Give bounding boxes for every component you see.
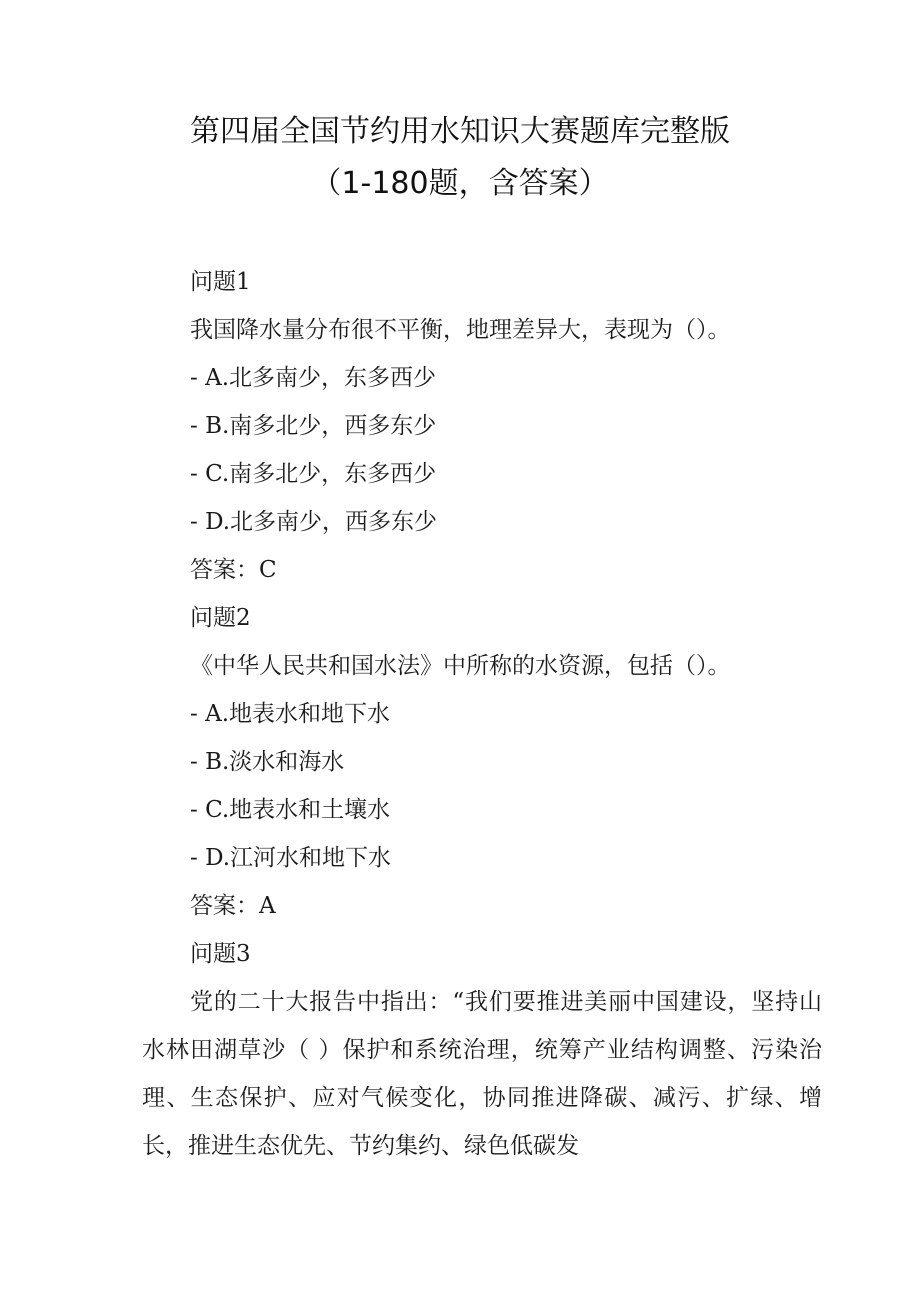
title-line-1: 第四届全国节约用水知识大赛题库完整版 [190,114,730,149]
question-stem: 我国降水量分布很不平衡，地理差异大，表现为（）。 [190,317,731,343]
option-a: - A.北多南少，东多西少 [190,365,437,391]
question-stem: 《中华人民共和国水法》中所称的水资源，包括（）。 [190,653,731,679]
question-2 [142,594,822,930]
question-list [142,258,822,1170]
answer: 答案：A [190,893,276,919]
question-stem: 党的二十大报告中指出：“我们要推进美丽中国建设，坚持山水林田湖草沙（ ）保护和系统治理，统筹产业结构调整、污染治理、生态保护、应对气候变化，协同推进降碳、减污、扩绿、增长，推进生态优先、节约集约、绿色低碳发 [142,989,822,1159]
option-c: - C.南多北少，东多西少 [190,461,437,487]
question-1 [142,258,822,594]
question-3 [142,930,822,1170]
option-b: - B.南多北少，西多东少 [190,413,437,439]
title-line-2: （1-180题，含答案） [311,166,609,201]
question-number: 问题3 [190,941,251,967]
option-d: - D.江河水和地下水 [190,845,392,871]
option-c: - C.地表水和土壤水 [190,797,391,823]
document-title [0,106,920,210]
option-a: - A.地表水和地下水 [190,701,391,727]
option-d: - D.北多南少，西多东少 [190,509,438,535]
answer: 答案：C [190,557,277,583]
question-number: 问题1 [190,269,251,295]
option-b: - B.淡水和海水 [190,749,345,775]
question-number: 问题2 [190,605,251,631]
